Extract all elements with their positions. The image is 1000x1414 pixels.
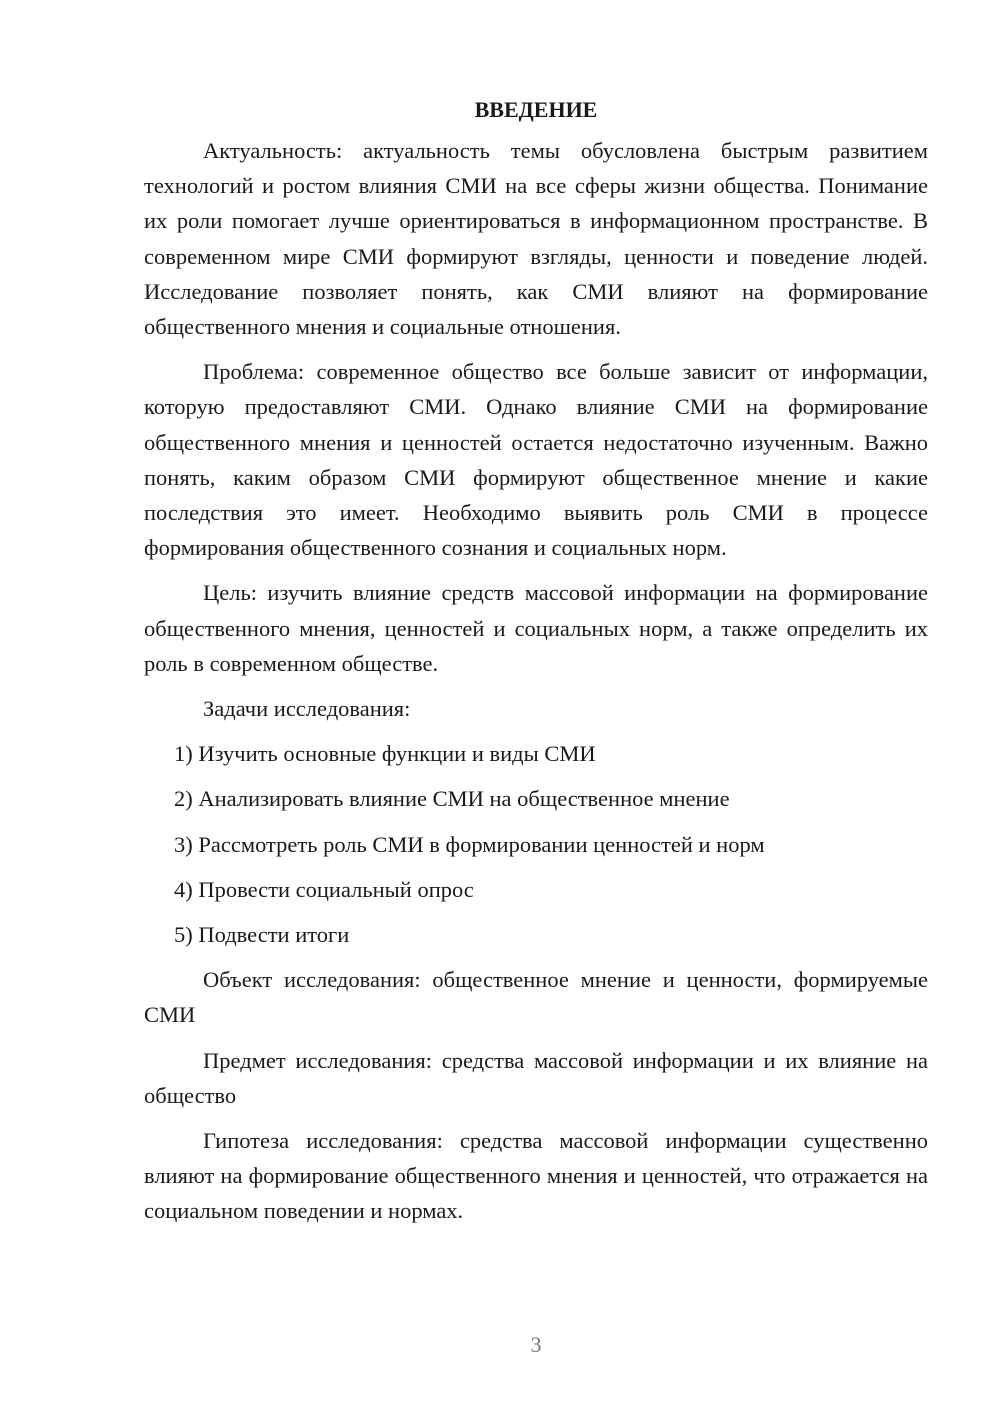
problem-paragraph: Проблема: современное общество все больше зависит от информации, которую предоставляют СМИ. Однако влияние СМИ на формирование общественного мнения и ценностей остается недостаточно изученным. Важно понять, каким образом СМИ формируют общественное мнение и какие последствия это имеет. Необходимо выявить роль СМИ в процессе формирования общественного сознания и социальных норм. [144, 359, 928, 561]
task-item: 5) Подвести итоги [174, 922, 350, 948]
tasks-list [144, 736, 928, 952]
task-item: 3) Рассмотреть роль СМИ в формировании ценностей и норм [174, 831, 765, 857]
tasks-title: Задачи исследования: [203, 696, 411, 722]
task-item: 4) Провести социальный опрос [174, 876, 474, 902]
subject-paragraph: Предмет исследования: средства массовой информации и их влияние на общество [144, 1047, 928, 1108]
hypothesis-paragraph: Гипотеза исследования: средства массовой информации существенно влияют на формирование общественного мнения и ценностей, что отражается на социальном поведении и нормах. [144, 1128, 928, 1224]
object-paragraph: Объект исследования: общественное мнение и ценности, формируемые СМИ [144, 967, 928, 1028]
task-item: 1) Изучить основные функции и виды СМИ [174, 741, 596, 767]
page-number: 3 [530, 1332, 542, 1357]
task-item: 2) Анализировать влияние СМИ на общественное мнение [174, 786, 730, 812]
relevance-paragraph: Актуальность: актуальность темы обусловлена быстрым развитием технологий и ростом влияния СМИ на все сферы жизни общества. Понимание их роли помогает лучше ориентироваться в информационном пространстве. В современном мире СМИ формируют взгляды, ценности и поведение людей. Исследование позволяет понять, как СМИ влияют на формирование общественного мнения и социальные отношения. [144, 138, 928, 340]
goal-paragraph: Цель: изучить влияние средств массовой информации на формирование общественного мнения, ценностей и социальных норм, а также определить их роль в современном обществе. [144, 580, 928, 676]
section-heading: ВВЕДЕНИЕ [474, 97, 598, 122]
document-body [144, 92, 928, 1239]
